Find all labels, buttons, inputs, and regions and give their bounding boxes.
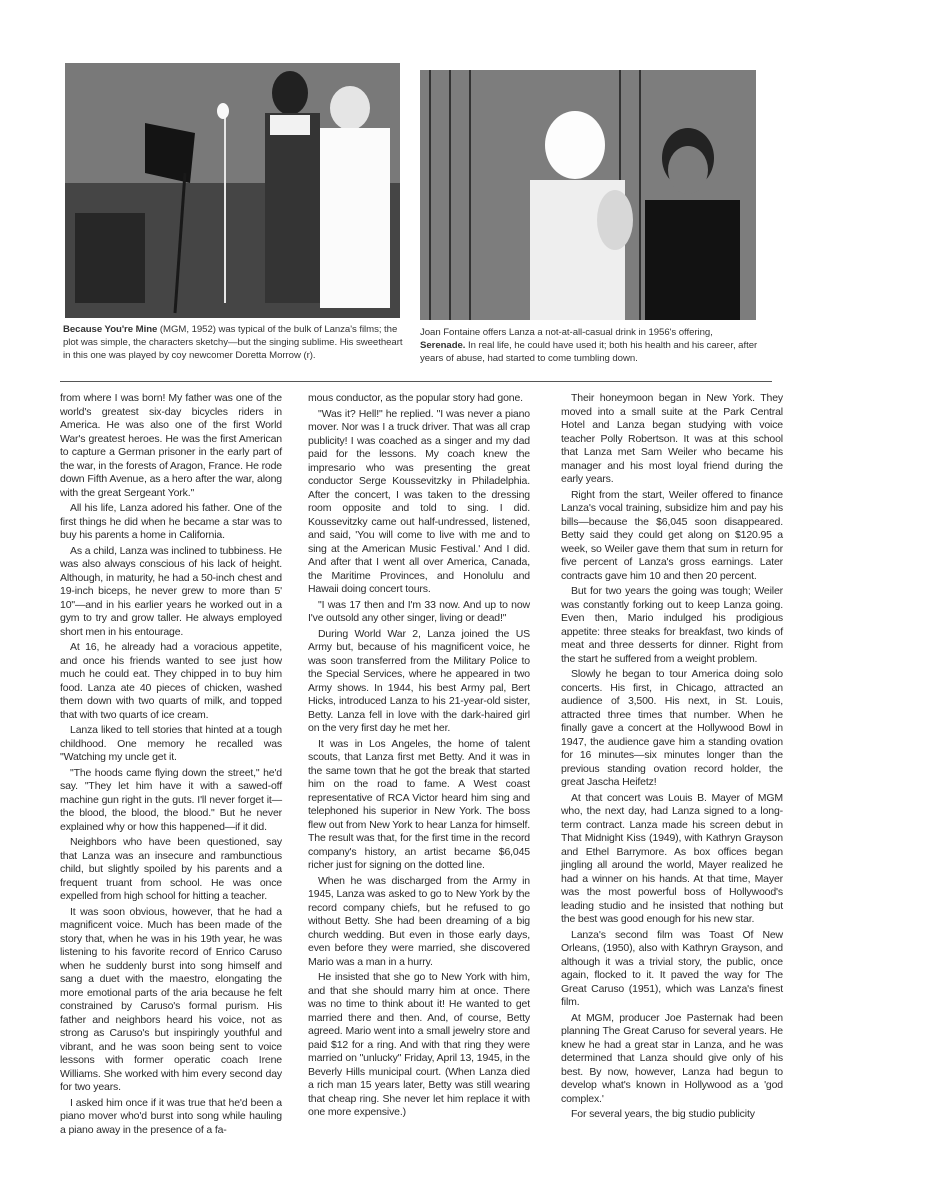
paragraph: Their honeymoon began in New York. They moved into a small suite at the Park Central Hotel and Lanza began studying with voice teacher Polly Robertson. It was at this school that Lanza met Sam Weiler who became his manager and his most loyal friend during the early years. xyxy=(561,392,783,485)
film-still-left-image xyxy=(65,63,400,318)
paragraph: from where I was born! My father was one of the world's greatest six-day bicycles riders in America. He was also one of the first World War's greatest heroes. He was the first American to capture a German prisoner in the early part of the war, in the forests of Aragon, France. He rode down Fifth Avenue, as a hero after the war, along with the great Sergeant York." xyxy=(60,392,282,499)
paragraph: Right from the start, Weiler offered to finance Lanza's vocal training, subsidize him and pay his bills—because the $6,045 soon disappeared. Betty said they could get along on $120.95 a week, so Weiler gave them that sum in return for five percent of Lanza's gross earnings. Later contracts gave him 10 and then 20 percent. xyxy=(561,488,783,582)
paragraph: "Was it? Hell!" he replied. "I was never a piano mover. Nor was I a truck driver. That was all crap publicity! I was coached as a singer and my dad paid for the lessons. My coach knew the impresario who was presenting the great conductor Serge Koussevitzky in Philadelphia. After the concert, I was taken to the dressing room opposite and told to sing. I did. Koussevitzky came out half-undressed, listened, and said, 'You will come to live with me and to sing at the American Music Festival.' And I did. And after that I went all over America, Canada, the Maritime Provinces, and Honolulu and Hawaii doing concert tours. xyxy=(308,407,530,595)
paragraph: But for two years the going was tough; Weiler was constantly forking out to keep Lanza going. Even then, Mario indulged his prodigious appetite: three steaks for breakfast, two kinds of meat and three desserts for dinner. Right from the start he suffered from a weight problem. xyxy=(561,585,783,665)
caption-right-text: In real life, he could have used it; both his health and his career, after years of abuse, had started to come tumbling down. xyxy=(420,340,758,364)
paragraph: At MGM, producer Joe Pasternak had been planning The Great Caruso for several years. He knew he had a great star in Lanza, and he was determined that Lanza should give only of his best. By now, however, Lanza had begun to develop what's known in Hollywood as a 'god complex.' xyxy=(561,1011,783,1105)
paragraph: Lanza's second film was Toast Of New Orleans, (1950), also with Kathryn Grayson, and although it was a trivial story, the public, once again, flocked to it. It paved the way for The Great Caruso (1951), which was Lanza's finest film. xyxy=(561,928,783,1008)
paragraph: At that concert was Louis B. Mayer of MGM who, the next day, had Lanza signed to a long-term contract. Lanza made his screen debut in That Midnight Kiss (1949), with Kathryn Grayson and Ethel Barrymore. As box offices began jingling all around the world, Mayer realized he had a winner on his hands. At that time, Mayer was the most powerful boss of Hollywood's leading studio and he insisted that nothing but the best was good enough for his new star. xyxy=(561,791,783,925)
paragraph: It was in Los Angeles, the home of talent scouts, that Lanza first met Betty. And it was in the same town that he got the break that started him on the road to fame. A West coast representative of RCA Victor heard him sing and telephoned his superior in New York. The boss flew out from New York to hear Lanza for himself. The result was that, for the first time in the record company's history, an artist became $6,045 richer just for signing on the dotted line. xyxy=(308,737,530,871)
paragraph: "I was 17 then and I'm 33 now. And up to now I've outsold any other singer, living or dead!" xyxy=(308,598,530,624)
film-still-right-image xyxy=(420,70,756,320)
paragraph: During World War 2, Lanza joined the US Army but, because of his magnificent voice, he was soon transferred from the Military Police to the Special Services, where he appeared in two Army shows. In 1944, his best Army pal, Bert Hicks, introduced Lanza to his 21-year-old sister, Betty. Lanza fell in love with the dark-haired girl on the very first day he met her. xyxy=(308,627,530,734)
paragraph: Slowly he began to tour America doing solo concerts. His first, in Chicago, attracted an audience of 3,500. His next, in St. Louis, attracted three times that number. When he finally gave a concert at the Hollywood Bowl in 1947, the audience gave him a standing ovation for 16 minutes—six minutes longer than the previous standing ovation record holder, the great Jascha Heifetz! xyxy=(561,668,783,788)
paragraph: When he was discharged from the Army in 1945, Lanza was asked to go to New York by the record company chiefs, but he refused to go without Betty. She had been dreaming of a big church wedding. But even in those early days, even before they were married, she discovered Mario was a man in a hurry. xyxy=(308,874,530,968)
article-column-1 xyxy=(60,392,282,1139)
caption-left-text: (MGM, 1952) was typical of the bulk of Lanza's films; the plot was simple, the characters sketchy—but the singing sublime. His sweetheart in this one was played by coy newcomer Doretta Morrow (r). xyxy=(63,324,403,361)
paragraph: I asked him once if it was true that he'd been a piano mover who'd burst into song while hauling a piano away in the presence of a fa- xyxy=(60,1096,282,1136)
paragraph: mous conductor, as the popular story had gone. xyxy=(308,392,523,404)
paragraph: Neighbors who have been questioned, say that Lanza was an insecure and rambunctious child, but slightly spoiled by his parents and a frequent truant from school. He was once expelled from high school for hitting a teacher. xyxy=(60,836,282,902)
photo-caption-left xyxy=(63,323,403,362)
paragraph: At 16, he already had a voracious appetite, and once his friends wanted to see just how much he could eat. They chipped in to buy him food. Lanza ate 40 pieces of chicken, washed them down with two quarts of milk, and topped that with two quarts of ice cream. xyxy=(60,641,282,721)
paragraph: All his life, Lanza adored his father. One of the first things he did when he became a star was to buy his parents a home in California. xyxy=(60,502,282,541)
caption-right-lead: Joan Fontaine offers Lanza a not-at-all-casual drink in 1956's offering, xyxy=(420,327,713,338)
caption-right-film-title: Serenade. xyxy=(420,340,466,351)
article-column-2 xyxy=(308,392,530,1122)
film-still-left-photo xyxy=(65,63,400,318)
paragraph: It was soon obvious, however, that he had a magnificent voice. Much has been made of the story that, when he was in his 19th year, he was listening to his favorite record of Enrico Caruso when he suddenly burst into song himself and sang a duet with the maestro, elongating the more emotional parts of the aria because he felt constrained by Caruso's formal purism. His father and neighbors heard his voice, not as strong as Caruso's but inspiringly youthful and vibrant, and he was soon being sent to voice lessons with former operatic coach Irene Williams. She worked with him every second day for two years. xyxy=(60,905,282,1093)
paragraph: "The hoods came flying down the street," he'd say. "They let him have it with a sawed-off machine gun right in the guts. I'll never forget it—the blood, the blood, the blood." But he never explained why or how this happened—if it did. xyxy=(60,766,282,833)
film-still-right-photo xyxy=(420,70,756,320)
paragraph: As a child, Lanza was inclined to tubbiness. He was also always conscious of his lack of height. Although, in maturity, he had a 50-inch chest and 19-inch biceps, he never grew to more than 5' 10"—and in his earlier years he worked out in a gym to try and grow taller. He always employed short men in his entourage. xyxy=(60,544,282,638)
article-column-3 xyxy=(561,392,783,1124)
paragraph: Lanza liked to tell stories that hinted at a tough childhood. One memory he recalled was "Watching my uncle get it. xyxy=(60,724,282,763)
paragraph: He insisted that she go to New York with him, and that she should marry him at once. There was no time to think about it! He wanted to get married there and then. And, of course, Betty agreed. Mario went into a small jewelry store and paid $12 for a ring. And with that ring they were married on "unlucky" Friday, April 13, 1945, in the Beverly Hills municipal court. (When Lanza died a rich man 15 years later, Betty was still wearing that cheap ring. She never let him replace it with one more expensive.) xyxy=(308,971,530,1118)
caption-left-film-title: Because You're Mine xyxy=(63,324,158,335)
paragraph: For several years, the big studio publicity xyxy=(571,1108,755,1120)
photo-caption-right xyxy=(420,326,760,365)
horizontal-divider xyxy=(60,381,772,382)
